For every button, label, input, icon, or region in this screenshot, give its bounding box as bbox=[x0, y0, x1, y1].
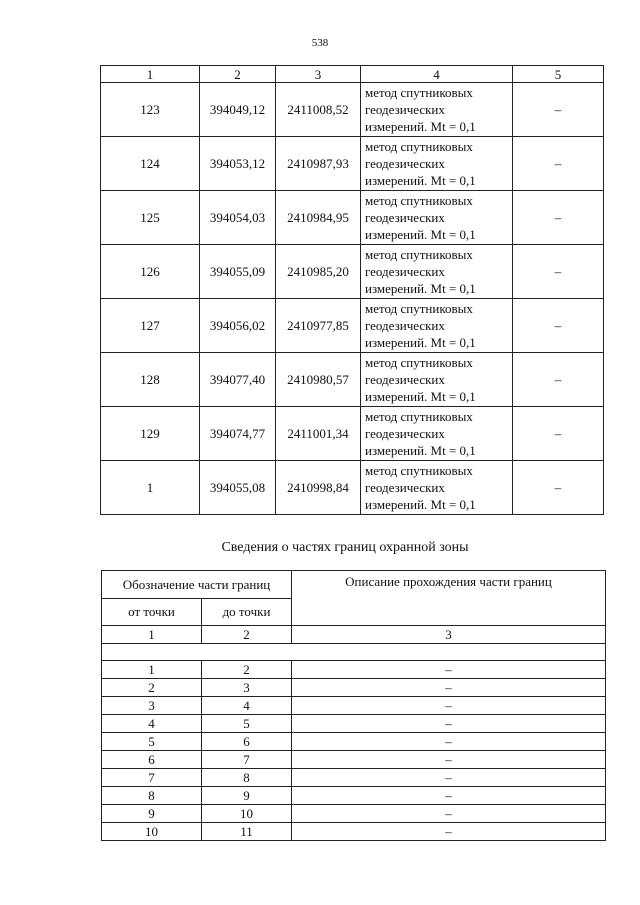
description-cell: – bbox=[292, 823, 606, 841]
method-cell bbox=[361, 191, 513, 245]
method-line: геодезических bbox=[365, 102, 445, 117]
coordinates-table bbox=[100, 65, 604, 515]
from-point-cell: 8 bbox=[102, 787, 202, 805]
point-number-cell: 125 bbox=[101, 191, 200, 245]
y-coordinate-cell: 2410985,20 bbox=[276, 245, 361, 299]
to-point-cell: 11 bbox=[202, 823, 292, 841]
method-line: метод спутниковых bbox=[365, 85, 473, 100]
note-cell: – bbox=[513, 83, 604, 137]
method-line: измерений. Mt = 0,1 bbox=[365, 227, 476, 242]
method-cell bbox=[361, 461, 513, 515]
from-point-cell: 9 bbox=[102, 805, 202, 823]
method-line: измерений. Mt = 0,1 bbox=[365, 119, 476, 134]
column-number-header: 1 bbox=[102, 626, 202, 644]
column-number-header: 1 bbox=[101, 66, 200, 83]
table-row bbox=[101, 137, 604, 191]
table-row bbox=[101, 461, 604, 515]
note-cell: – bbox=[513, 407, 604, 461]
method-cell bbox=[361, 353, 513, 407]
note-cell: – bbox=[513, 299, 604, 353]
parts-number-row bbox=[102, 626, 606, 644]
method-line: метод спутниковых bbox=[365, 193, 473, 208]
method-cell bbox=[361, 137, 513, 191]
method-line: геодезических bbox=[365, 318, 445, 333]
to-point-cell: 4 bbox=[202, 697, 292, 715]
table-row bbox=[102, 805, 606, 823]
description-cell: – bbox=[292, 769, 606, 787]
x-coordinate-cell: 394053,12 bbox=[200, 137, 276, 191]
to-point-cell: 2 bbox=[202, 661, 292, 679]
method-line: измерений. Mt = 0,1 bbox=[365, 173, 476, 188]
y-coordinate-cell: 2411008,52 bbox=[276, 83, 361, 137]
table-row bbox=[102, 823, 606, 841]
column-number-header: 5 bbox=[513, 66, 604, 83]
method-cell bbox=[361, 407, 513, 461]
column-number-header: 3 bbox=[276, 66, 361, 83]
method-line: геодезических bbox=[365, 372, 445, 387]
column-number-header: 4 bbox=[361, 66, 513, 83]
page-number: 538 bbox=[311, 37, 329, 49]
method-line: измерений. Mt = 0,1 bbox=[365, 281, 476, 296]
note-cell: – bbox=[513, 353, 604, 407]
method-line: метод спутниковых bbox=[365, 355, 473, 370]
method-line: геодезических bbox=[365, 210, 445, 225]
description-cell: – bbox=[292, 751, 606, 769]
to-point-cell: 3 bbox=[202, 679, 292, 697]
y-coordinate-cell: 2410987,93 bbox=[276, 137, 361, 191]
x-coordinate-cell: 394055,08 bbox=[200, 461, 276, 515]
x-coordinate-cell: 394056,02 bbox=[200, 299, 276, 353]
from-point-cell: 6 bbox=[102, 751, 202, 769]
table-row bbox=[102, 679, 606, 697]
boundary-parts-table bbox=[101, 570, 606, 841]
to-point-cell: 9 bbox=[202, 787, 292, 805]
method-line: метод спутниковых bbox=[365, 409, 473, 424]
from-point-cell: 3 bbox=[102, 697, 202, 715]
table-row bbox=[101, 353, 604, 407]
table-row bbox=[102, 751, 606, 769]
description-cell: – bbox=[292, 697, 606, 715]
x-coordinate-cell: 394077,40 bbox=[200, 353, 276, 407]
table-row bbox=[102, 769, 606, 787]
parts-blank-row bbox=[102, 644, 606, 661]
column-number-header: 3 bbox=[292, 626, 606, 644]
table-row bbox=[101, 245, 604, 299]
method-line: метод спутниковых bbox=[365, 139, 473, 154]
method-line: измерений. Mt = 0,1 bbox=[365, 443, 476, 458]
note-cell: – bbox=[513, 191, 604, 245]
boundary-description-header: Описание прохождения части границ bbox=[292, 571, 606, 626]
description-cell: – bbox=[292, 787, 606, 805]
blank-cell bbox=[102, 644, 606, 661]
from-point-cell: 4 bbox=[102, 715, 202, 733]
point-number-cell: 127 bbox=[101, 299, 200, 353]
x-coordinate-cell: 394049,12 bbox=[200, 83, 276, 137]
method-line: метод спутниковых bbox=[365, 247, 473, 262]
section-title: Сведения о частях границ охранной зоны bbox=[221, 540, 469, 555]
column-number-header: 2 bbox=[202, 626, 292, 644]
description-cell: – bbox=[292, 805, 606, 823]
method-line: геодезических bbox=[365, 156, 445, 171]
method-cell bbox=[361, 83, 513, 137]
description-cell: – bbox=[292, 715, 606, 733]
from-point-cell: 2 bbox=[102, 679, 202, 697]
table-row bbox=[102, 733, 606, 751]
table-row bbox=[102, 661, 606, 679]
method-line: измерений. Mt = 0,1 bbox=[365, 335, 476, 350]
table-row bbox=[101, 299, 604, 353]
y-coordinate-cell: 2411001,34 bbox=[276, 407, 361, 461]
table-row bbox=[101, 191, 604, 245]
note-cell: – bbox=[513, 461, 604, 515]
x-coordinate-cell: 394054,03 bbox=[200, 191, 276, 245]
point-number-cell: 123 bbox=[101, 83, 200, 137]
x-coordinate-cell: 394055,09 bbox=[200, 245, 276, 299]
table-row bbox=[101, 83, 604, 137]
point-number-cell: 128 bbox=[101, 353, 200, 407]
table-row bbox=[101, 407, 604, 461]
method-line: измерений. Mt = 0,1 bbox=[365, 389, 476, 404]
y-coordinate-cell: 2410980,57 bbox=[276, 353, 361, 407]
point-number-cell: 124 bbox=[101, 137, 200, 191]
from-point-cell: 10 bbox=[102, 823, 202, 841]
note-cell: – bbox=[513, 245, 604, 299]
parts-header-row bbox=[102, 571, 606, 599]
method-line: измерений. Mt = 0,1 bbox=[365, 497, 476, 512]
point-number-cell: 126 bbox=[101, 245, 200, 299]
table-row bbox=[102, 697, 606, 715]
to-point-header: до точки bbox=[202, 599, 292, 626]
boundary-designation-header: Обозначение части границ bbox=[102, 571, 292, 599]
description-cell: – bbox=[292, 679, 606, 697]
from-point-header: от точки bbox=[102, 599, 202, 626]
table-row bbox=[102, 787, 606, 805]
method-cell bbox=[361, 299, 513, 353]
from-point-cell: 7 bbox=[102, 769, 202, 787]
method-line: метод спутниковых bbox=[365, 463, 473, 478]
to-point-cell: 5 bbox=[202, 715, 292, 733]
to-point-cell: 8 bbox=[202, 769, 292, 787]
method-line: геодезических bbox=[365, 426, 445, 441]
y-coordinate-cell: 2410984,95 bbox=[276, 191, 361, 245]
column-number-header: 2 bbox=[200, 66, 276, 83]
to-point-cell: 10 bbox=[202, 805, 292, 823]
note-cell: – bbox=[513, 137, 604, 191]
coordinates-header-row bbox=[101, 66, 604, 83]
method-cell bbox=[361, 245, 513, 299]
description-cell: – bbox=[292, 661, 606, 679]
to-point-cell: 7 bbox=[202, 751, 292, 769]
point-number-cell: 1 bbox=[101, 461, 200, 515]
method-line: геодезических bbox=[365, 480, 445, 495]
method-line: метод спутниковых bbox=[365, 301, 473, 316]
point-number-cell: 129 bbox=[101, 407, 200, 461]
to-point-cell: 6 bbox=[202, 733, 292, 751]
y-coordinate-cell: 2410998,84 bbox=[276, 461, 361, 515]
description-cell: – bbox=[292, 733, 606, 751]
table-row bbox=[102, 715, 606, 733]
x-coordinate-cell: 394074,77 bbox=[200, 407, 276, 461]
from-point-cell: 5 bbox=[102, 733, 202, 751]
method-line: геодезических bbox=[365, 264, 445, 279]
from-point-cell: 1 bbox=[102, 661, 202, 679]
y-coordinate-cell: 2410977,85 bbox=[276, 299, 361, 353]
